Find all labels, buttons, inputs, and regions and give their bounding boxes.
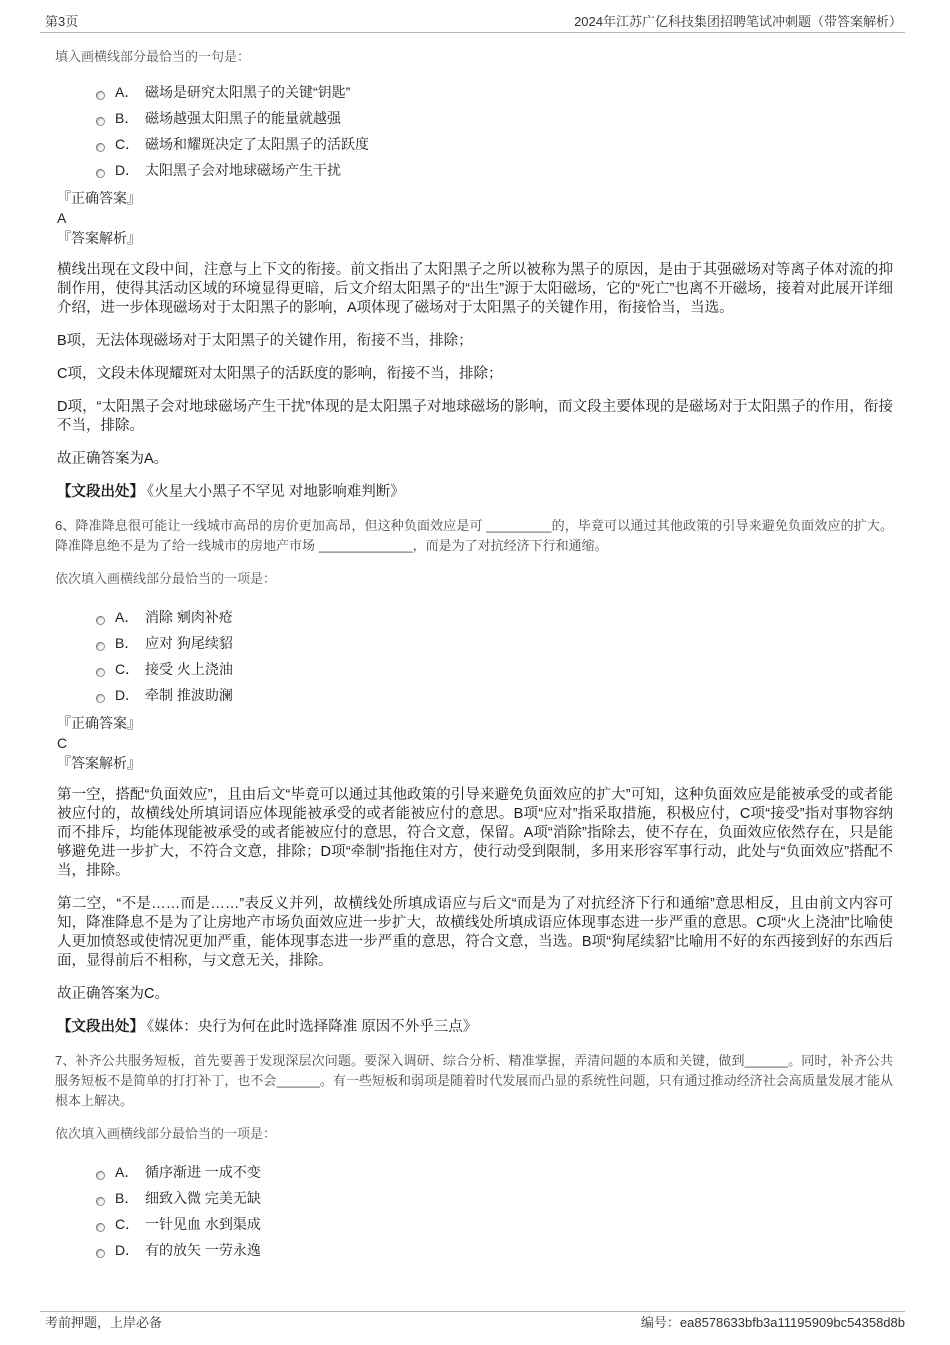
option-c[interactable] xyxy=(55,131,893,157)
radio-icon[interactable] xyxy=(96,1223,105,1232)
option-text: 太阳黑子会对地球磁场产生干扰 xyxy=(145,162,341,178)
option-text: 牵制 推波助澜 xyxy=(145,687,233,703)
question-prompt: 依次填入画横线部分最恰当的一项是： xyxy=(55,1126,277,1141)
analysis-paragraph: B项，无法体现磁场对于太阳黑子的关键作用，衔接不当，排除； xyxy=(57,333,473,349)
question-prompt: 依次填入画横线部分最恰当的一项是： xyxy=(55,571,277,586)
answer-block xyxy=(55,188,893,248)
answer-conclusion: 故正确答案为C。 xyxy=(57,986,169,1002)
option-text: 磁场越强太阳黑子的能量就越强 xyxy=(145,110,341,126)
option-a[interactable] xyxy=(55,79,893,105)
option-a[interactable] xyxy=(55,604,893,630)
option-d[interactable] xyxy=(55,682,893,708)
option-letter: A． xyxy=(115,609,139,625)
option-letter: C． xyxy=(115,1216,140,1232)
option-text: 磁场和耀斑决定了太阳黑子的活跃度 xyxy=(145,136,369,152)
radio-icon[interactable] xyxy=(96,1197,105,1206)
option-letter: C． xyxy=(115,661,140,677)
option-text: 有的放矢 一劳永逸 xyxy=(145,1242,261,1258)
option-list xyxy=(55,1159,893,1263)
option-text: 应对 狗尾续貂 xyxy=(145,635,233,651)
question-7 xyxy=(55,1051,893,1263)
page-footer xyxy=(45,1313,905,1333)
radio-icon[interactable] xyxy=(96,668,105,677)
footer-slogan: 考前押题，上岸必备 xyxy=(45,1315,163,1330)
header-divider xyxy=(40,32,905,33)
option-text: 细致入微 完美无缺 xyxy=(145,1190,261,1206)
source-title: 《媒体：央行为何在此时选择降准 原因不外乎三点》 xyxy=(147,1019,478,1035)
answer-conclusion: 故正确答案为A。 xyxy=(57,451,169,467)
option-letter: B． xyxy=(115,1190,139,1206)
option-text: 一针见血 水到渠成 xyxy=(145,1216,261,1232)
analysis-label: 『答案解析』 xyxy=(57,230,141,246)
option-b[interactable] xyxy=(55,105,893,131)
source-title: 《火星大小黑子不罕见 对地影响难判断》 xyxy=(147,484,405,500)
option-a[interactable] xyxy=(55,1159,893,1185)
document-title: 2024年江苏广亿科技集团招聘笔试冲刺题（带答案解析） xyxy=(574,14,902,29)
question-stem: 7、补齐公共服务短板，首先要善于发现深层次问题。要深入调研、综合分析、精准掌握，弄清问题的本质和关键，做到______。同时，补齐公共服务短板不是简单的打打补丁，也不会______。有一些短板和弱项是随着时代发展而凸显的系统性问题，只有通过推动经济社会高质量发展才能从根本上解决。 xyxy=(55,1053,893,1108)
option-d[interactable] xyxy=(55,157,893,183)
option-letter: A． xyxy=(115,1164,139,1180)
question-prompt: 填入画横线部分最恰当的一句是： xyxy=(55,49,251,64)
option-letter: B． xyxy=(115,635,139,651)
source-line xyxy=(55,1018,893,1037)
option-text: 磁场是研究太阳黑子的关键“钥匙” xyxy=(145,84,351,100)
analysis-paragraph: 横线出现在文段中间，注意与上下文的衔接。前文指出了太阳黑子之所以被称为黑子的原因，是由于其强磁场对等离子体对流的抑制作用，使得其活动区域的环境显得更暗，后文介绍太阳黑子的“出生”源于太阳磁场，它的“死亡”也离不开磁场，接着对此展开详细介绍，进一步体现磁场对于太阳黑子的影响，A项体现了磁场对于太阳黑子的关键作用，衔接恰当，当选。 xyxy=(57,262,893,316)
correct-answer-label: 『正确答案』 xyxy=(57,715,141,731)
option-letter: D． xyxy=(115,1242,140,1258)
option-d[interactable] xyxy=(55,1237,893,1263)
analysis-paragraph: 第二空，“不是……而是……”表反义并列，故横线处所填成语应与后文“而是为了对抗经济下行和通缩”意思相反，且由前文内容可知，降准降息不是为了让房地产市场负面效应进一步扩大，故横线处所填成语应体现事态进一步严重的意思。C项“火上浇油”比喻使人更加愤怒或使情况更加严重，能体现事态进一步严重的意思，符合文意，当选。B项“狗尾续貂”比喻用不好的东西接到好的东西后面，显得前后不相称，与文意无关，排除。 xyxy=(57,896,893,969)
radio-icon[interactable] xyxy=(96,642,105,651)
question-5 xyxy=(55,47,893,502)
footer-divider xyxy=(40,1311,905,1312)
option-c[interactable] xyxy=(55,656,893,682)
source-label: 【文段出处】 xyxy=(57,1019,144,1035)
correct-answer-label: 『正确答案』 xyxy=(57,190,141,206)
answer-block xyxy=(55,713,893,773)
option-b[interactable] xyxy=(55,1185,893,1211)
question-6 xyxy=(55,516,893,1037)
option-text: 接受 火上浇油 xyxy=(145,661,233,677)
correct-answer-value: C xyxy=(57,735,68,751)
page-header xyxy=(45,12,902,32)
radio-icon[interactable] xyxy=(96,1171,105,1180)
radio-icon[interactable] xyxy=(96,616,105,625)
analysis-label: 『答案解析』 xyxy=(57,755,141,771)
radio-icon[interactable] xyxy=(96,91,105,100)
analysis-paragraph: D项，“太阳黑子会对地球磁场产生干扰”体现的是太阳黑子对地球磁场的影响，而文段主要体现的是磁场对于太阳黑子的作用，衔接不当，排除。 xyxy=(57,399,893,434)
option-list xyxy=(55,79,893,183)
option-letter: A． xyxy=(115,84,139,100)
question-stem: 6、降准降息很可能让一线城市高昂的房价更加高昂，但这种负面效应是可 _________的，毕竟可以通过其他政策的引导来避免负面效应的扩大。降准降息绝不是为了给一线城市的房地产市场 _____________，而是为了对抗经济下行和通缩。 xyxy=(55,518,893,553)
radio-icon[interactable] xyxy=(96,1249,105,1258)
option-letter: D． xyxy=(115,162,140,178)
radio-icon[interactable] xyxy=(96,694,105,703)
option-text: 循序渐进 一成不变 xyxy=(145,1164,261,1180)
option-text: 消除 剜肉补疮 xyxy=(145,609,233,625)
source-label: 【文段出处】 xyxy=(57,484,144,500)
option-letter: D． xyxy=(115,687,140,703)
option-b[interactable] xyxy=(55,630,893,656)
document-body xyxy=(55,47,893,1263)
option-c[interactable] xyxy=(55,1211,893,1237)
source-line xyxy=(55,483,893,502)
analysis-paragraph: 第一空，搭配“负面效应”，且由后文“毕竟可以通过其他政策的引导来避免负面效应的扩大”可知，这种负面效应是能被承受的或者能被应付的，故横线处所填词语应体现能被承受的或者能被应付的意思。B项“应对”指采取措施，积极应付，C项“接受”指对事物容纳而不排斥，均能体现能被承受的或者能被应付的意思，符合文意，保留。A项“消除”指除去，使不存在，负面效应依然存在，只是能够避免进一步扩大，不符合文意，排除；D项“牵制”指拖住对方，使行动受到限制，多用来形容军事行动，此处与“负面效应”搭配不当，排除。 xyxy=(57,787,893,879)
option-letter: B． xyxy=(115,110,139,126)
radio-icon[interactable] xyxy=(96,169,105,178)
radio-icon[interactable] xyxy=(96,117,105,126)
analysis-paragraph: C项，文段未体现耀斑对太阳黑子的活跃度的影响，衔接不当，排除； xyxy=(57,366,503,382)
option-list xyxy=(55,604,893,708)
radio-icon[interactable] xyxy=(96,143,105,152)
correct-answer-value: A xyxy=(57,210,67,226)
option-letter: C． xyxy=(115,136,140,152)
page-number: 第3页 xyxy=(45,14,79,29)
document-serial-number: 编号：ea8578633bfb3a11195909bc54358d8b xyxy=(640,1315,905,1330)
